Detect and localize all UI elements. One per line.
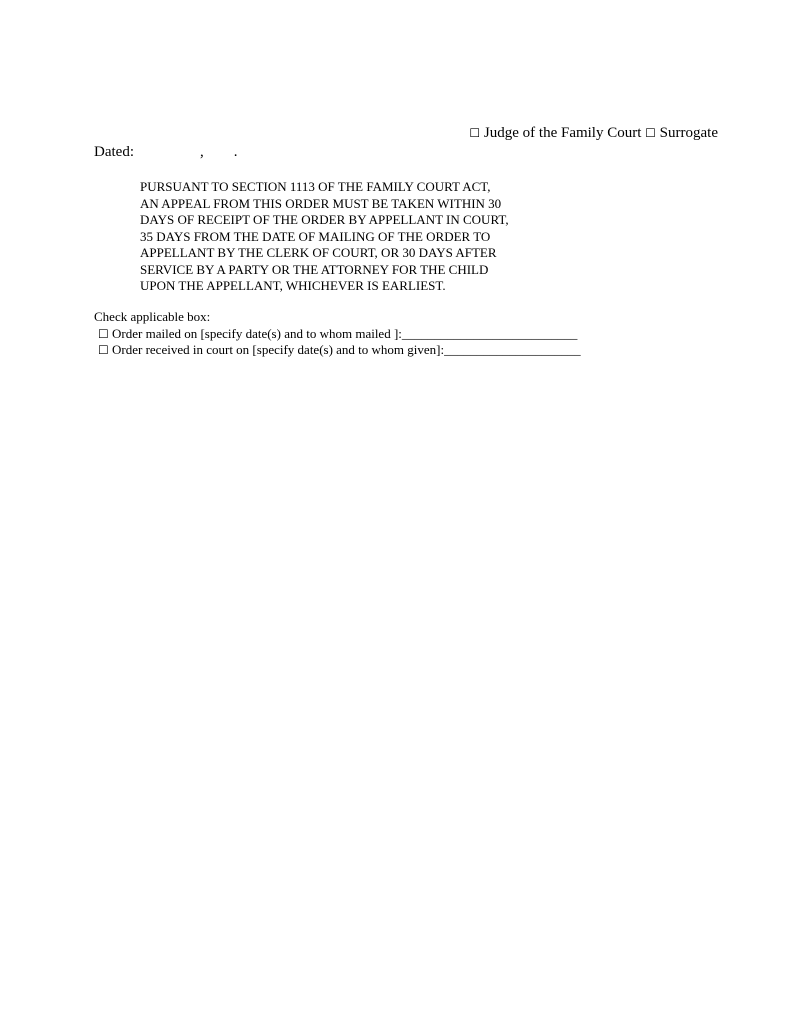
dated-period: . bbox=[233, 144, 238, 160]
signature-title-line bbox=[469, 124, 718, 142]
notice-line: APPELLANT BY THE CLERK OF COURT, OR 30 DAYS AFTER bbox=[140, 245, 497, 260]
notice-line: PURSUANT TO SECTION 1113 OF THE FAMILY COURT ACT, bbox=[140, 179, 491, 194]
order-mailed-checkbox-icon[interactable]: ☐ bbox=[98, 326, 109, 341]
order-mailed-text: Order mailed on [specify date(s) and to whom mailed ]:___________________________ bbox=[112, 325, 578, 341]
order-received-text: Order received in court on [specify date(s) and to whom given]:_____________________ bbox=[112, 342, 581, 357]
judge-checkbox-icon[interactable]: ☐ bbox=[469, 126, 481, 140]
judge-label: Judge of the Family Court bbox=[483, 125, 642, 141]
surrogate-checkbox-icon[interactable]: ☐ bbox=[645, 126, 656, 140]
notice-line: DAYS OF RECEIPT OF THE ORDER BY APPELLANT IN COURT, bbox=[140, 212, 509, 227]
dated-label: Dated: bbox=[94, 144, 134, 160]
check-heading: Check applicable box: bbox=[94, 309, 211, 324]
surrogate-label: Surrogate bbox=[659, 125, 718, 141]
notice-line: UPON THE APPELLANT, WHICHEVER IS EARLIEST. bbox=[140, 278, 446, 293]
dated-comma: , bbox=[199, 144, 204, 160]
notice-line: AN APPEAL FROM THIS ORDER MUST BE TAKEN WITHIN 30 bbox=[140, 195, 502, 211]
notice-line: 35 DAYS FROM THE DATE OF MAILING OF THE ORDER TO bbox=[140, 228, 491, 244]
notice-line: SERVICE BY A PARTY OR THE ATTORNEY FOR THE CHILD bbox=[140, 261, 489, 277]
order-mailed-option bbox=[94, 326, 581, 343]
order-received-option bbox=[94, 342, 581, 359]
check-applicable-section bbox=[94, 309, 581, 359]
order-received-checkbox-icon[interactable]: ☐ bbox=[98, 343, 109, 357]
dated-line bbox=[94, 143, 237, 161]
appeal-notice bbox=[140, 179, 570, 295]
